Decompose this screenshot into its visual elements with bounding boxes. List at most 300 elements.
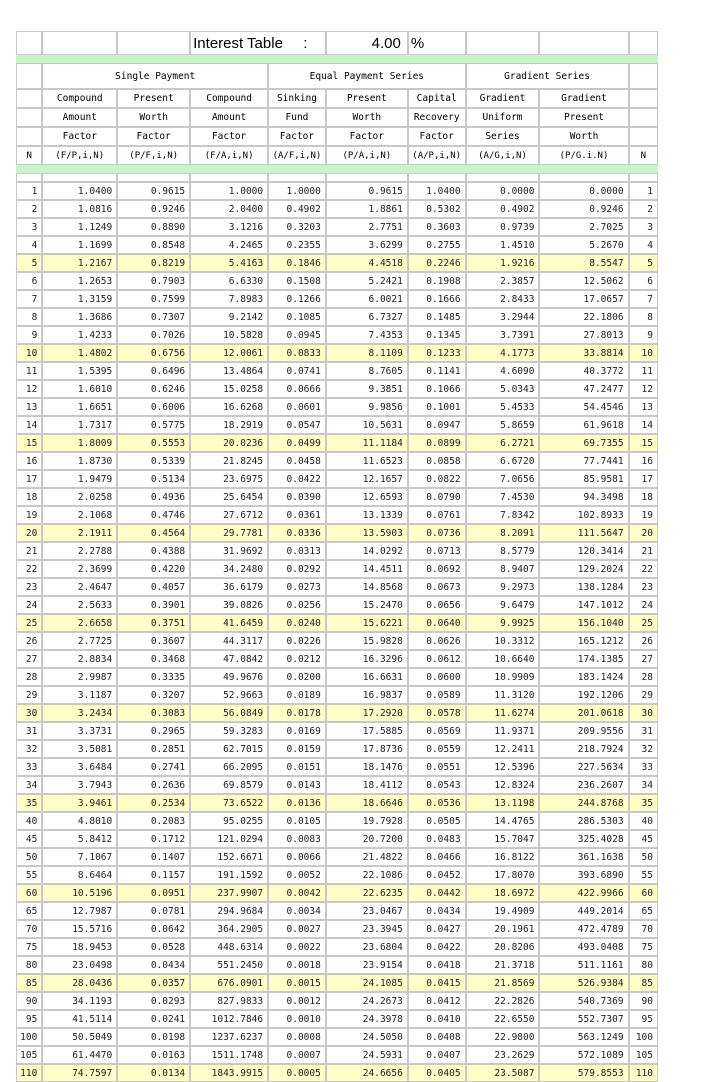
factor-cell: 676.0901 [190,974,268,992]
factor-cell: 0.0559 [408,740,466,758]
period-cell: 105 [16,1046,42,1064]
factor-cell: 39.0826 [190,596,268,614]
factor-cell: 0.2636 [117,776,190,794]
table-row [16,506,658,524]
factor-cell: 0.0640 [408,614,466,632]
factor-cell: 14.4511 [326,560,408,578]
factor-cell: 0.0713 [408,542,466,560]
table-row [16,668,658,686]
factor-cell: 7.0656 [466,470,540,488]
factor-cell: 0.5775 [117,416,190,434]
factor-cell: 579.8553 [539,1064,628,1082]
factor-cell: 0.0422 [268,470,326,488]
factor-cell: 3.2434 [42,704,117,722]
table-row [16,308,658,326]
factor-cell: 61.4470 [42,1046,117,1064]
factor-cell: 1.0816 [42,200,117,218]
factor-cell: 21.3718 [466,956,540,974]
period-cell: 18 [16,488,42,506]
factor-cell: 0.1908 [408,272,466,290]
table-row [16,632,658,650]
factor-cell: 5.4533 [466,398,540,416]
table-row [16,200,658,218]
period-cell: 32 [16,740,42,758]
factor-cell: 3.6299 [326,236,408,254]
factor-cell: 6.2721 [466,434,540,452]
factor-cell: 0.0390 [268,488,326,506]
factor-cell: 24.5050 [326,1028,408,1046]
period-cell: 10 [16,344,42,362]
column-header-cell: (F/A,i,N) [190,146,268,165]
factor-cell: 0.0422 [408,938,466,956]
factor-cell: 393.6890 [539,866,628,884]
factor-cell: 236.2607 [539,776,628,794]
factor-cell: 8.7605 [326,362,408,380]
factor-cell: 7.4530 [466,488,540,506]
factor-cell: 12.8324 [466,776,540,794]
factor-cell: 11.3120 [466,686,540,704]
factor-cell: 20.8206 [466,938,540,956]
factor-cell: 0.0169 [268,722,326,740]
factor-cell: 0.1407 [117,848,190,866]
factor-cell: 0.0536 [408,794,466,812]
period-cell: 25 [629,614,658,632]
factor-cell: 0.0547 [268,416,326,434]
factor-cell: 13.4864 [190,362,268,380]
table-row [16,1028,658,1046]
factor-cell: 36.6179 [190,578,268,596]
period-cell: 55 [629,866,658,884]
factor-cell: 0.0466 [408,848,466,866]
factor-cell: 1.2653 [42,272,117,290]
table-row [16,992,658,1010]
factor-cell: 69.8579 [190,776,268,794]
factor-cell: 121.0294 [190,830,268,848]
table-row [16,848,658,866]
interest-table [16,31,658,1082]
factor-cell: 0.1141 [408,362,466,380]
factor-cell: 0.0313 [268,542,326,560]
period-cell: 31 [16,722,42,740]
factor-cell: 0.0781 [117,902,190,920]
factor-cell: 40.3772 [539,362,628,380]
factor-cell: 2.1911 [42,524,117,542]
factor-cell: 0.7307 [117,308,190,326]
factor-cell: 23.3945 [326,920,408,938]
factor-cell: 15.2470 [326,596,408,614]
table-row [16,650,658,668]
factor-cell: 0.0736 [408,524,466,542]
factor-cell: 493.0408 [539,938,628,956]
factor-cell: 0.0578 [408,704,466,722]
column-header-cell: Uniform [466,108,540,127]
factor-cell: 0.0899 [408,434,466,452]
factor-cell: 138.1284 [539,578,628,596]
period-cell: 55 [16,866,42,884]
factor-cell: 25.6454 [190,488,268,506]
factor-cell: 73.6522 [190,794,268,812]
period-cell: 8 [16,308,42,326]
table-row [16,686,658,704]
factor-cell: 54.4546 [539,398,628,416]
factor-cell: 1012.7846 [190,1010,268,1028]
factor-cell: 16.6268 [190,398,268,416]
factor-cell: 1.6651 [42,398,117,416]
factor-cell: 0.2534 [117,794,190,812]
factor-cell: 0.0418 [408,956,466,974]
factor-cell: 0.0357 [117,974,190,992]
period-cell: 34 [16,776,42,794]
factor-cell: 11.9371 [466,722,540,740]
factor-cell: 0.0692 [408,560,466,578]
period-cell: 3 [629,218,658,236]
factor-cell: 0.0543 [408,776,466,794]
factor-cell: 9.3851 [326,380,408,398]
factor-cell: 540.7369 [539,992,628,1010]
period-cell: 35 [16,794,42,812]
table-row [16,704,658,722]
factor-cell: 2.7025 [539,218,628,236]
factor-cell: 0.0600 [408,668,466,686]
table-row [16,920,658,938]
factor-cell: 237.9907 [190,884,268,902]
factor-cell: 0.0945 [268,326,326,344]
factor-cell: 18.6646 [326,794,408,812]
factor-cell: 1.6010 [42,380,117,398]
factor-cell: 21.8245 [190,452,268,470]
factor-cell: 24.3978 [326,1010,408,1028]
factor-cell: 15.9828 [326,632,408,650]
period-cell: 3 [16,218,42,236]
factor-cell: 6.6720 [466,452,540,470]
factor-cell: 0.0442 [408,884,466,902]
factor-cell: 156.1040 [539,614,628,632]
factor-cell: 174.1385 [539,650,628,668]
table-row [16,902,658,920]
factor-cell: 16.8122 [466,848,540,866]
period-cell: 9 [16,326,42,344]
column-header-cell: Sinking [268,89,326,108]
factor-cell: 0.2083 [117,812,190,830]
factor-cell: 552.7307 [539,1010,628,1028]
factor-cell: 22.9800 [466,1028,540,1046]
factor-cell: 0.9246 [117,200,190,218]
period-cell: 110 [16,1064,42,1082]
factor-cell: 47.2477 [539,380,628,398]
table-title [190,31,326,55]
factor-cell: 165.1212 [539,632,628,650]
period-cell: 30 [16,704,42,722]
factor-cell: 0.9739 [466,218,540,236]
factor-cell: 5.0343 [466,380,540,398]
period-cell: 8 [629,308,658,326]
period-cell: 9 [629,326,658,344]
factor-cell: 0.4902 [466,200,540,218]
period-cell: 90 [629,992,658,1010]
table-row [16,794,658,812]
column-header-cell: (F/P,i,N) [42,146,117,165]
factor-cell: 227.5634 [539,758,628,776]
period-cell: 34 [629,776,658,794]
table-row [16,542,658,560]
table-row [16,362,658,380]
factor-cell: 0.0198 [117,1028,190,1046]
table-row [16,560,658,578]
group-single-payment: Single Payment [42,63,268,89]
factor-cell: 0.1157 [117,866,190,884]
factor-cell: 1843.9915 [190,1064,268,1082]
column-header-cell [629,127,658,146]
factor-cell: 11.1184 [326,434,408,452]
factor-cell: 1.3686 [42,308,117,326]
column-header-cell: N [16,146,42,165]
factor-cell: 0.8219 [117,254,190,272]
factor-cell: 19.7928 [326,812,408,830]
factor-cell: 24.2673 [326,992,408,1010]
period-cell: 28 [16,668,42,686]
factor-cell: 44.3117 [190,632,268,650]
factor-cell: 29.7781 [190,524,268,542]
factor-cell: 0.0858 [408,452,466,470]
factor-cell: 0.8548 [117,236,190,254]
factor-cell: 0.0361 [268,506,326,524]
factor-cell: 14.0292 [326,542,408,560]
period-cell: 95 [16,1010,42,1028]
factor-cell: 3.7391 [466,326,540,344]
column-header-cell: Present [539,108,628,127]
factor-cell: 0.0042 [268,884,326,902]
separator-bar [16,165,658,173]
period-cell: 33 [16,758,42,776]
period-cell: 1 [629,182,658,200]
factor-cell: 13.1198 [466,794,540,812]
period-cell: 17 [629,470,658,488]
period-cell: 6 [629,272,658,290]
period-cell: 15 [16,434,42,452]
factor-cell: 24.1085 [326,974,408,992]
factor-cell: 3.2944 [466,308,540,326]
factor-cell: 0.0273 [268,578,326,596]
factor-cell: 2.5633 [42,596,117,614]
factor-cell: 0.9615 [326,182,408,200]
factor-cell: 27.6712 [190,506,268,524]
separator-bar [16,55,658,63]
factor-cell: 294.9684 [190,902,268,920]
group-header-row [16,63,658,89]
factor-cell: 0.0761 [408,506,466,524]
factor-cell: 23.6975 [190,470,268,488]
factor-cell: 94.3498 [539,488,628,506]
period-cell: 21 [629,542,658,560]
factor-cell: 34.1193 [42,992,117,1010]
table-row [16,1064,658,1082]
factor-cell: 364.2905 [190,920,268,938]
factor-cell: 0.0612 [408,650,466,668]
table-row [16,614,658,632]
factor-cell: 10.5631 [326,416,408,434]
period-cell: 95 [629,1010,658,1028]
factor-cell: 0.0005 [268,1064,326,1082]
period-cell: 2 [629,200,658,218]
factor-cell: 0.1712 [117,830,190,848]
table-row [16,884,658,902]
factor-cell: 0.0226 [268,632,326,650]
factor-cell: 0.1085 [268,308,326,326]
period-cell: 85 [16,974,42,992]
period-cell: 75 [16,938,42,956]
factor-cell: 13.5903 [326,524,408,542]
factor-cell: 3.3731 [42,722,117,740]
factor-cell: 0.1066 [408,380,466,398]
factor-cell: 1.5395 [42,362,117,380]
factor-cell: 4.2465 [190,236,268,254]
factor-cell: 4.8010 [42,812,117,830]
table-row [16,344,658,362]
table-row [16,434,658,452]
factor-cell: 0.0434 [408,902,466,920]
factor-cell: 0.1001 [408,398,466,416]
period-cell: 15 [629,434,658,452]
factor-cell: 23.9154 [326,956,408,974]
period-cell: 17 [16,470,42,488]
spacer-row [16,173,658,182]
factor-cell: 286.5303 [539,812,628,830]
table-row [16,866,658,884]
factor-cell: 8.9407 [466,560,540,578]
factor-cell: 5.4163 [190,254,268,272]
factor-cell: 0.3203 [268,218,326,236]
factor-cell: 2.2788 [42,542,117,560]
factor-cell: 0.0212 [268,650,326,668]
factor-cell: 2.0258 [42,488,117,506]
factor-cell: 0.0292 [268,560,326,578]
period-cell: 60 [629,884,658,902]
column-header-cell: Factor [326,127,408,146]
factor-cell: 0.0452 [408,866,466,884]
factor-cell: 1.1249 [42,218,117,236]
factor-cell: 0.0007 [268,1046,326,1064]
period-cell: 20 [16,524,42,542]
factor-cell: 551.2450 [190,956,268,974]
factor-cell: 0.0163 [117,1046,190,1064]
column-header-cell [16,89,42,108]
factor-cell: 10.5828 [190,326,268,344]
column-header-cell: N [629,146,658,165]
period-cell: 26 [629,632,658,650]
factor-cell: 3.7943 [42,776,117,794]
factor-cell: 0.0256 [268,596,326,614]
factor-cell: 0.0569 [408,722,466,740]
factor-cell: 7.8342 [466,506,540,524]
factor-cell: 0.6496 [117,362,190,380]
factor-cell: 18.9453 [42,938,117,956]
factor-cell: 1.0400 [42,182,117,200]
period-cell: 10 [629,344,658,362]
factor-cell: 69.7355 [539,434,628,452]
period-cell: 26 [16,632,42,650]
factor-cell: 0.4902 [268,200,326,218]
period-cell: 75 [629,938,658,956]
factor-cell: 0.0410 [408,1010,466,1028]
factor-cell: 5.8659 [466,416,540,434]
factor-cell: 3.6484 [42,758,117,776]
factor-cell: 0.2741 [117,758,190,776]
period-cell: 32 [629,740,658,758]
factor-cell: 66.2095 [190,758,268,776]
table-row [16,812,658,830]
factor-cell: 15.0258 [190,380,268,398]
factor-cell: 23.0498 [42,956,117,974]
factor-cell: 0.7599 [117,290,190,308]
factor-cell: 0.4220 [117,560,190,578]
factor-cell: 0.0241 [117,1010,190,1028]
factor-cell: 16.9837 [326,686,408,704]
factor-cell: 12.2411 [466,740,540,758]
factor-cell: 191.1592 [190,866,268,884]
period-cell: 45 [629,830,658,848]
table-row [16,740,658,758]
period-cell: 70 [629,920,658,938]
factor-cell: 41.6459 [190,614,268,632]
column-header-cell: Factor [42,127,117,146]
factor-cell: 0.8890 [117,218,190,236]
factor-cell: 0.0666 [268,380,326,398]
period-cell: 21 [16,542,42,560]
period-cell: 65 [16,902,42,920]
factor-cell: 111.5647 [539,524,628,542]
factor-cell: 2.0400 [190,200,268,218]
factor-cell: 572.1089 [539,1046,628,1064]
factor-cell: 1.4802 [42,344,117,362]
group-equal-payment-series: Equal Payment Series [268,63,465,89]
interest-table-container [16,31,658,1082]
factor-cell: 0.1508 [268,272,326,290]
factor-cell: 1237.6237 [190,1028,268,1046]
column-header-cell: (P/A,i,N) [326,146,408,165]
factor-cell: 0.0790 [408,488,466,506]
factor-cell: 49.9676 [190,668,268,686]
factor-cell: 192.1206 [539,686,628,704]
factor-cell: 0.0642 [117,920,190,938]
factor-cell: 10.5196 [42,884,117,902]
factor-cell: 1.8730 [42,452,117,470]
factor-cell: 10.9909 [466,668,540,686]
factor-cell: 0.0012 [268,992,326,1010]
factor-cell: 12.0061 [190,344,268,362]
period-cell: 50 [16,848,42,866]
factor-cell: 4.6090 [466,362,540,380]
factor-cell: 0.0415 [408,974,466,992]
factor-cell: 0.1846 [268,254,326,272]
factor-cell: 0.0336 [268,524,326,542]
factor-cell: 15.6221 [326,614,408,632]
column-header-cell: Present [326,89,408,108]
factor-cell: 0.3901 [117,596,190,614]
factor-cell: 201.0618 [539,704,628,722]
period-cell: 5 [629,254,658,272]
table-row [16,182,658,200]
period-cell: 7 [16,290,42,308]
factor-cell: 0.4746 [117,506,190,524]
period-cell: 1 [16,182,42,200]
factor-cell: 1.9479 [42,470,117,488]
period-cell: 40 [629,812,658,830]
factor-cell: 9.2973 [466,578,540,596]
factor-cell: 0.0015 [268,974,326,992]
factor-cell: 0.0034 [268,902,326,920]
table-row [16,758,658,776]
factor-cell: 218.7924 [539,740,628,758]
